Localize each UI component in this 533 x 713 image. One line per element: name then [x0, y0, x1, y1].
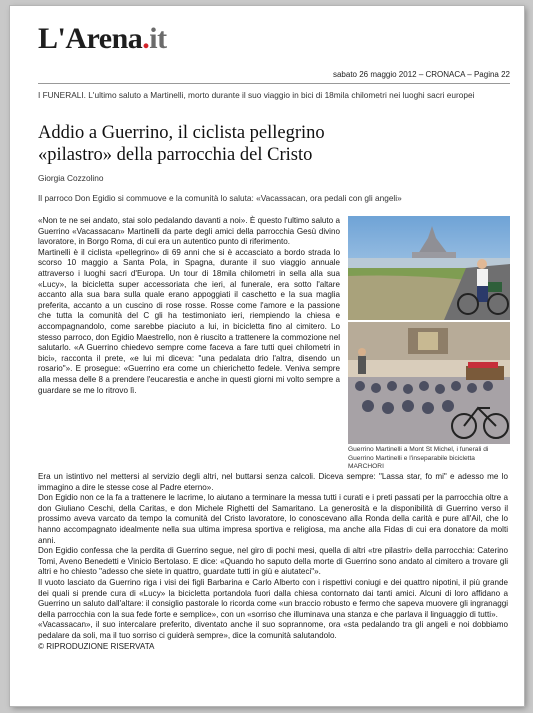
author-byline: Giorgia Cozzolino: [38, 173, 104, 183]
headline-line-1: Addio a Guerrino, il ciclista pellegrino: [38, 123, 325, 143]
masthead-logo: [38, 24, 167, 54]
article-paragraph: Il vuoto lasciato da Guerrino riga i visi dei figli Barbarina e Carlo Alberto con i rispettivi coniugi e dei quattro nipotini, il più grande dei quali si prende cura di «Lucy» la bicicletta portandola fuori dalla chiesa contornato dai tanti amici. Alcuni di loro affidano a Guerrino un saluto dall'altare: il consiglio pastorale lo ricorda come «un braccio robusto e fermo che sapeva muovere gli ingranaggi della parrocchia con la sua fede forte e semplice», con un «sorriso che illuminava una stanza e che parlava il linguaggio di tutti».: [38, 577, 508, 619]
copyright-notice: © RIPRODUZIONE RISERVATA: [38, 641, 155, 651]
article-paragraph: «Non te ne sei andato, stai solo pedalando davanti a noi». È questo l'ultimo saluto a Guerrino «Vacassacan» Martinelli da parte degli amici della parrocchia Gesù divino lavoratore, in Borgo Roma, di cui era un autentico punto di riferimento.: [38, 216, 340, 247]
headline-line-2: «pilastro» della parrocchia del Cristo: [38, 145, 313, 165]
photo-caption: Guerrino Martinelli a Mont St Michel, i funerali di Guerrino Martinelli e l'inseparabile bicicletta MARCHORI: [348, 446, 489, 471]
headline: [38, 122, 508, 166]
article-paragraph: Don Egidio confessa che la perdita di Guerrino segue, nel giro di pochi mesi, quella di altri «tre pilastri» della parrocchia: Caterino Tomi, Aveno Benedetti e Vinicio Bertolaso. E dice: «Quando ho saputo della morte di Guerrino sono andato al cimitero a trovare gli altri e ho chiesto "adesso che siete in quattro, guardate tutti in giù e aiutateci"».: [38, 546, 508, 577]
photo-funeral-church-bicycle: [348, 322, 510, 444]
kicker: I FUNERALI. L'ultimo saluto a Martinelli, morto durante il suo viaggio in bici di 18mila chilometri nei luoghi sacri europei: [38, 90, 475, 100]
article-paragraph: Era un istintivo nel mettersi al servizio degli altri, nel buttarsi senza calcoli. Diceva sempre: "Lassa star, fo mi" e adesso me lo immagino a dire le stesse cose al Padre eterno».: [38, 472, 508, 492]
newspaper-clipping: [10, 6, 524, 706]
article-body-column: [38, 216, 340, 396]
masthead-tld: it: [149, 22, 167, 55]
dateline: sabato 26 maggio 2012 – CRONACA – Pagina 22: [332, 70, 510, 79]
article-paragraph: Martinelli è il ciclista «pellegrino» di 69 anni che si è accasciato a bordo strada lo scorso 10 maggio a Santa Pola, in Spagna, durante il suo viaggio annuale attraverso i luoghi sacri d'Europa. Un tour di 18mila chilometri in sella alla sua «Lucy», la bicicletta super accessoriata che ieri, al funerale, era sotto l'altare accanto alla sua bara sulla quale erano appoggiati il caschetto e la sua maglia preferita, accanto a un cuscino di rose rosse. Rosse come l'amore e la passione che tutta la comunità del C gli ha testimoniato ieri, riempiendo la chiesa e accompagnandolo, come sarebbe piaciuto a lui, in bicicletta fino al cimitero. Lo stesso parroco, don Egidio Maestrello, non è riuscito a trattenere la commozione nel salutarlo. «A Guerrino chiedevo sempre come faceva a fare tutti quei chilometri in bici», racconta il prete, «e lui mi diceva: "una pedalata drio l'altra, disendo un rosario"». E prosegue: «Guerrino era come un chierichetto fedele. Veniva sempre alla messa delle 8 a prendere l'eucarestia e anche in questi giorni mi volto sempre a guardare se me lo ritrovo lì.: [38, 247, 340, 395]
photo-mont-st-michel-cyclist: [348, 216, 510, 320]
photo-stack: [348, 216, 510, 444]
masthead-dot: .: [142, 22, 150, 55]
article-paragraph: «Vacassacan», il suo intercalare preferito, diventato anche il suo soprannome, ora «sta pedalando tra gli angeli e noi dobbiamo pedalare da soli, ma il tuo sorriso ci guiderà sempre», dice la comunità salutandolo.: [38, 620, 508, 640]
article-body-full: [38, 472, 508, 652]
header-divider: [38, 83, 510, 84]
subheadline: Il parroco Don Egidio si commuove e la comunità lo saluta: «Vacassacan, ora pedali con gli angeli»: [38, 193, 402, 203]
masthead-brand: L'Arena: [38, 22, 143, 55]
article-paragraph: Don Egidio non ce la fa a trattenere le lacrime, lo aiutano a terminare la messa tutti i curati e i preti passati per la parrocchia oltre a don Giuliano Ceschi, della Caritas, e don Michele Righetti del Samaritano. La generosità e la disponibilità di Guerrino verso il prossimo aveva varcato da tempo la comunità del Cristo lavoratore, lo conoscevano alla Ronda della carità e pure all'Ail, che lo hanno accompagnato idealmente nella sua ultima impresa sportiva e religiosa, ma anche alla Fidas di cui era donatore da molti anni.: [38, 493, 508, 545]
